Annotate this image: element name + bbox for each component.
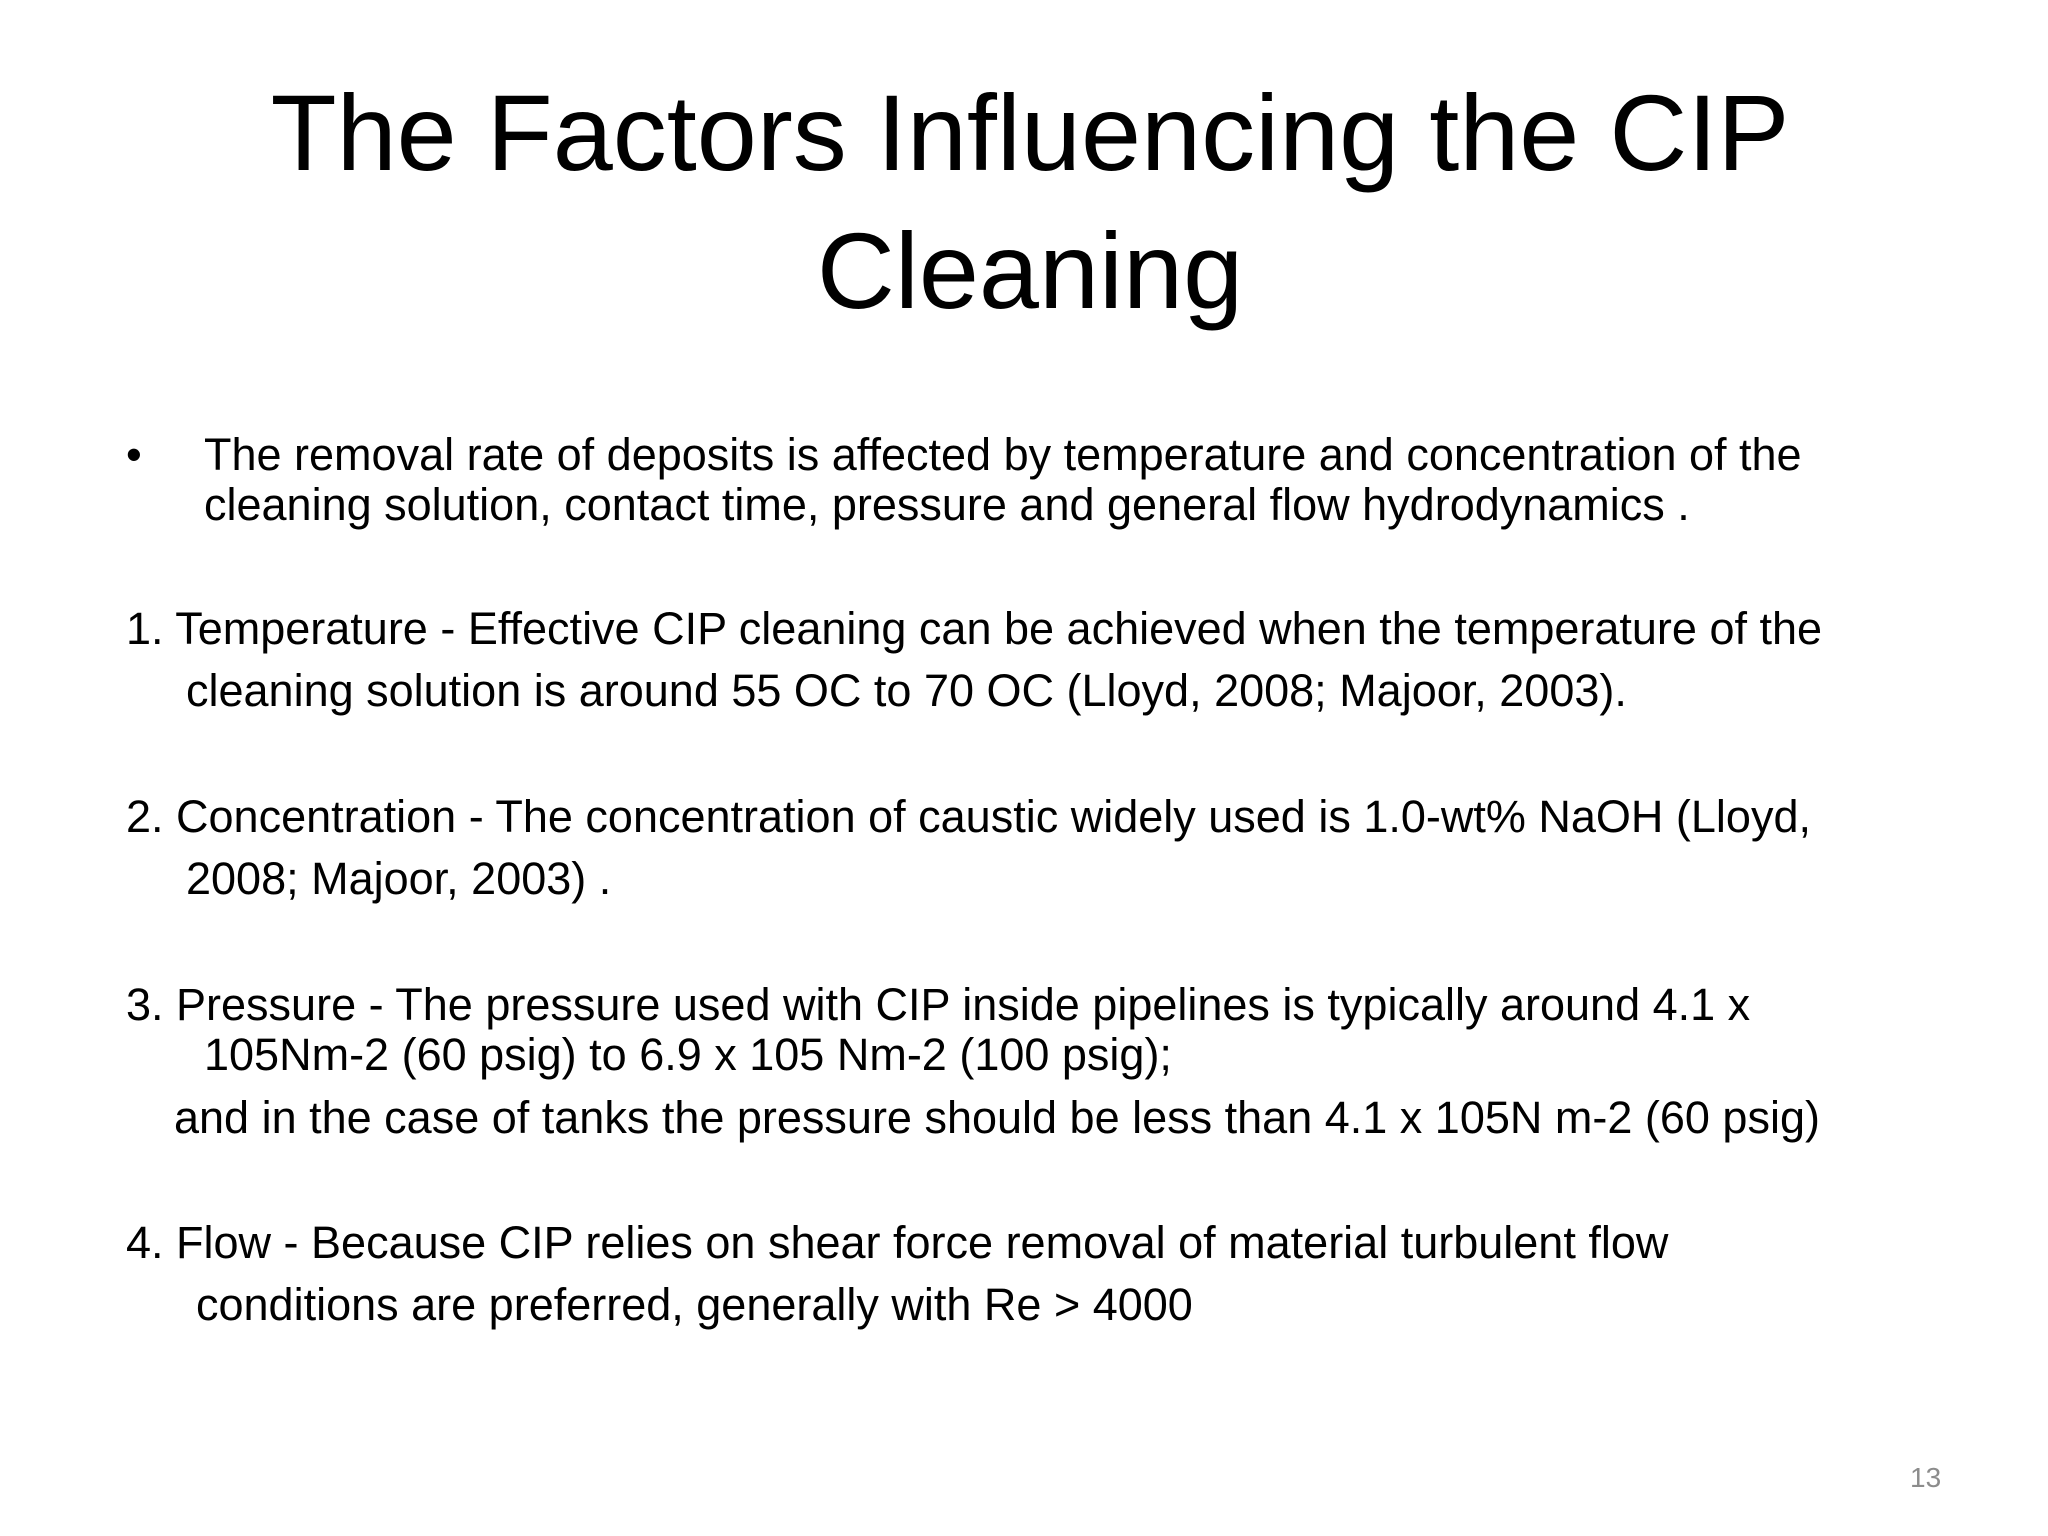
- slide-title: [220, 64, 1840, 340]
- factor-concentration-line-1: 2. Concentration - The concentration of caustic widely used is 1.0-wt% NaOH (Lloyd,: [126, 791, 1811, 842]
- factor-temperature-line-1: 1. Temperature - Effective CIP cleaning can be achieved when the temperature of the: [126, 603, 1823, 654]
- factor-flow-line-1: 4. Flow - Because CIP relies on shear force removal of material turbulent flow: [126, 1217, 1669, 1268]
- slide-title-line-2: Cleaning: [816, 210, 1244, 331]
- page-number: 13: [1910, 1462, 1942, 1493]
- bullet-text-line-2: cleaning solution, contact time, pressure and general flow hydrodynamics .: [204, 479, 1690, 530]
- factor-flow-line-2: conditions are preferred, generally with Re > 4000: [196, 1279, 1193, 1330]
- factor-pressure-line-3: and in the case of tanks the pressure should be less than 4.1 x 105N m-2 (60 psig): [174, 1092, 1820, 1143]
- factor-temperature-line-2: cleaning solution is around 55 OC to 70 OC (Lloyd, 2008; Majoor, 2003).: [186, 665, 1627, 716]
- slide-title-line-1: The Factors Influencing the CIP: [270, 72, 1790, 193]
- factor-concentration-line-2: 2008; Majoor, 2003) .: [186, 853, 612, 904]
- bullet-text-line-1: The removal rate of deposits is affected by temperature and concentration of the: [204, 429, 1802, 480]
- bullet-marker: •: [126, 429, 142, 480]
- factor-pressure-line-2: 105Nm-2 (60 psig) to 6.9 x 105 Nm-2 (100 psig);: [204, 1029, 1172, 1080]
- factor-pressure-line-1: 3. Pressure - The pressure used with CIP inside pipelines is typically around 4.1 x: [126, 979, 1751, 1030]
